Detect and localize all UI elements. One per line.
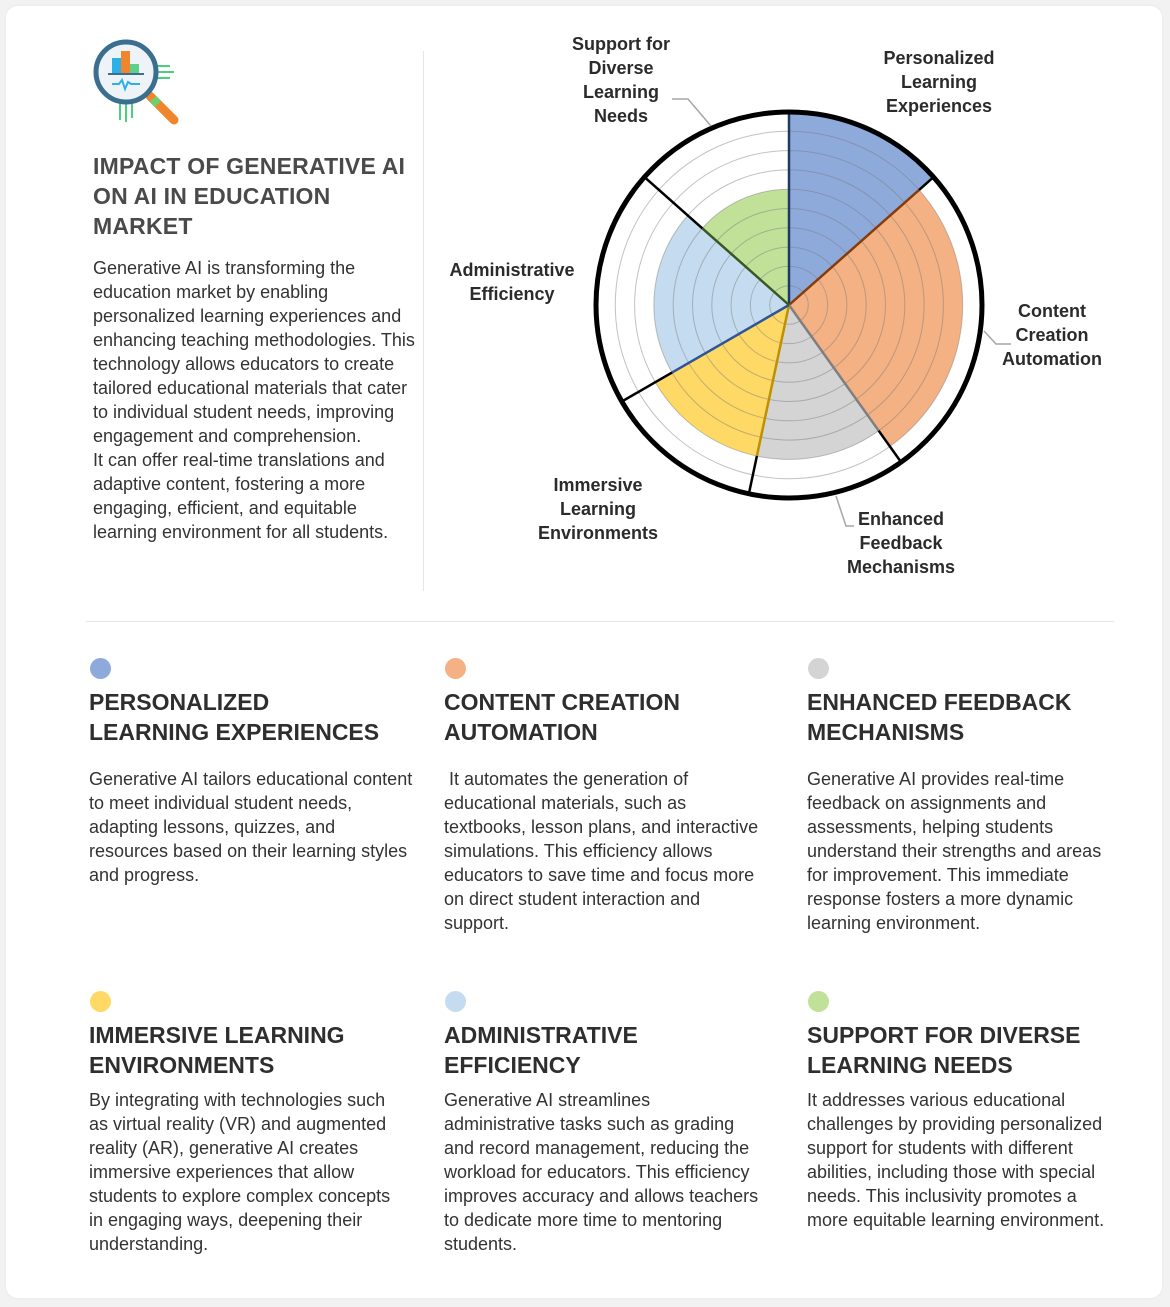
card-description: It addresses various educational challenges by providing personalized support for students with different abilities, including those with special needs. This inclusivity promotes a more equitable learning environment.	[807, 1090, 1105, 1230]
card-title	[89, 687, 419, 747]
chart-category-label	[518, 473, 678, 545]
chart-category-label	[972, 299, 1132, 371]
card-title-line: ENHANCED FEEDBACK	[807, 689, 1072, 715]
card-administrative-efficiency	[444, 991, 759, 1256]
chart-label-line: Experiences	[885, 96, 993, 116]
legend-dot	[445, 991, 466, 1012]
page-title: IMPACT OF GENERATIVE AI ON AI IN EDUCATION MARKET	[93, 153, 406, 239]
legend-dot	[808, 991, 829, 1012]
card-title-line: ENVIRONMENTS	[89, 1052, 275, 1078]
chart-label-line: Learning	[582, 82, 659, 102]
chart-label-line: Diverse	[588, 58, 654, 78]
chart-category-label	[432, 258, 592, 306]
chart-label-line: Creation	[1015, 325, 1089, 345]
intro-text	[93, 256, 418, 544]
card-title-line: EFFICIENCY	[444, 1052, 581, 1078]
chart-category-label	[541, 32, 701, 128]
card-title-line: IMMERSIVE LEARNING	[89, 1022, 345, 1048]
card-description: It automates the generation of educational materials, such as textbooks, lesson plans, and interactive simulations. This efficiency allows educators to save time and focus more on direct student interaction and support.	[444, 769, 764, 933]
vertical-divider	[423, 51, 424, 591]
card-title	[444, 687, 769, 747]
chart-label-line: Enhanced	[857, 509, 945, 529]
chart-label-line: Immersive	[553, 475, 643, 495]
horizontal-divider	[86, 621, 1114, 622]
intro-paragraph: Generative AI is transforming the education market by enabling personalized learning experiences and enhancing teaching methodologies. This technology allows educators to create tailored educational materials that cater to individual student needs, improving engagement and comprehension.	[93, 258, 415, 446]
infographic-frame	[4, 4, 1164, 1300]
chart-label-line: Mechanisms	[846, 557, 956, 577]
chart-label-line: Administrative	[449, 260, 575, 280]
card-title-line: LEARNING EXPERIENCES	[89, 719, 380, 745]
legend-dot	[808, 658, 829, 679]
chart-label-line: Personalized	[883, 48, 995, 68]
card-enhanced-feedback	[807, 658, 1107, 935]
card-description: Generative AI tailors educational content to meet individual student needs, adapting lessons, quizzes, and resources based on their learning styles and progress.	[89, 769, 413, 885]
intro-paragraph: It can offer real-time translations and adaptive content, fostering a more engaging, efficient, and equitable learning environment for all students.	[93, 450, 389, 542]
chart-label-line: Automation	[1002, 349, 1102, 369]
chart-label-line: Learning	[900, 72, 977, 92]
chart-label-line: Efficiency	[469, 284, 555, 304]
card-description: Generative AI provides real-time feedback on assignments and assessments, helping students understand their strengths and areas for improvement. This immediate response fosters a more dynamic learning environment.	[807, 769, 1102, 933]
card-content-creation	[444, 658, 769, 935]
card-title	[444, 1020, 759, 1080]
card-immersive-learning	[89, 991, 404, 1256]
chart-label-line: Feedback	[859, 533, 943, 553]
card-title-line: AUTOMATION	[444, 719, 598, 745]
card-title-line: PERSONALIZED	[89, 689, 270, 715]
card-personalized-learning	[89, 658, 419, 887]
card-title-line: ADMINISTRATIVE	[444, 1022, 638, 1048]
card-title-line: LEARNING NEEDS	[807, 1052, 1013, 1078]
card-title-line: MECHANISMS	[807, 719, 965, 745]
legend-dot	[90, 658, 111, 679]
card-title	[807, 1020, 1122, 1080]
polar-area-chart	[426, 26, 1166, 606]
chart-label-line: Environments	[537, 523, 659, 543]
card-diverse-learning-needs	[807, 991, 1122, 1232]
card-title	[807, 687, 1107, 747]
card-title-line: CONTENT CREATION	[444, 689, 680, 715]
chart-category-label	[859, 46, 1019, 118]
legend-dot	[90, 991, 111, 1012]
legend-dot	[445, 658, 466, 679]
card-title	[89, 1020, 404, 1080]
chart-category-label	[821, 507, 981, 579]
chart-label-line: Learning	[559, 499, 636, 519]
card-title-line: SUPPORT FOR DIVERSE	[807, 1022, 1081, 1048]
chart-label-line: Content	[1018, 301, 1086, 321]
chart-label-line: Support for	[572, 34, 670, 54]
magnifier-analytics-icon	[90, 36, 182, 128]
chart-label-line: Needs	[593, 106, 649, 126]
card-description: Generative AI streamlines administrative tasks such as grading and record management, reducing the workload for educators. This efficiency improves accuracy and allows teachers to dedicate more time to mentoring students.	[444, 1090, 759, 1254]
card-description: By integrating with technologies such as virtual reality (VR) and augmented reality (AR), generative AI creates immersive experiences that allow students to explore complex concepts in engaging ways, deepening their understanding.	[89, 1090, 391, 1254]
